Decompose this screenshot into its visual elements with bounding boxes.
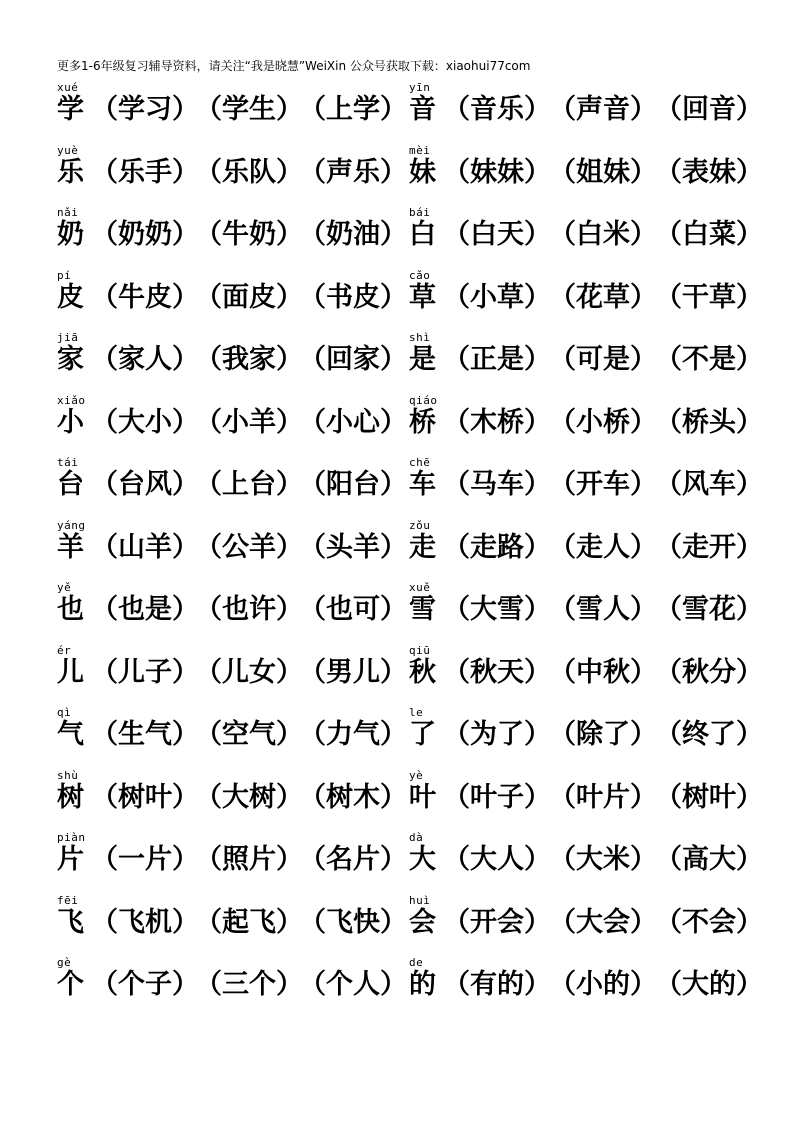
compound-word: （有的） — [443, 969, 551, 1000]
head-character: 白 — [409, 219, 436, 250]
vocab-entry-right — [409, 457, 767, 520]
head-character: 是 — [409, 344, 436, 375]
head-character: 飞 — [57, 906, 84, 938]
compound-word: （秋分） — [655, 656, 763, 688]
word-line — [409, 782, 761, 814]
vocab-row — [57, 395, 767, 458]
word-line — [57, 406, 407, 439]
pinyin-label: mèi — [409, 143, 431, 157]
pinyin-label: tái — [57, 456, 79, 469]
vocab-entry-left — [57, 832, 409, 895]
pinyin-label: fēi — [57, 893, 79, 907]
head-character: 草 — [409, 281, 436, 313]
head-character: 学 — [57, 94, 84, 125]
vocab-row — [57, 832, 767, 895]
word-line — [57, 344, 407, 376]
compound-word: （姐妹） — [549, 156, 657, 188]
word-line — [57, 969, 407, 1001]
head-character: 乐 — [57, 156, 84, 188]
word-line — [409, 969, 761, 1001]
compound-word: （照片） — [195, 844, 303, 875]
word-line — [57, 594, 407, 626]
head-character: 片 — [57, 844, 84, 875]
vocab-entry-left — [57, 707, 409, 770]
vocab-entry-right — [409, 270, 767, 333]
pinyin-label: le — [409, 706, 424, 719]
pinyin-label: yīn — [409, 81, 431, 94]
compound-word: （台风） — [91, 469, 199, 500]
compound-word: （高大） — [655, 844, 763, 875]
pinyin-label: nǎi — [57, 206, 79, 219]
head-character: 儿 — [57, 656, 84, 688]
vocab-entry-right — [409, 207, 767, 270]
pinyin-label: xiǎo — [57, 393, 86, 407]
pinyin-label: yáng — [57, 518, 86, 532]
word-line — [409, 719, 761, 751]
pinyin-label: chē — [409, 456, 431, 469]
word-line — [409, 94, 761, 126]
pinyin-label: yě — [57, 581, 72, 594]
head-character: 车 — [409, 469, 436, 500]
vocab-row — [57, 82, 767, 145]
compound-word: （一片） — [91, 844, 199, 875]
vocab-row — [57, 207, 767, 270]
compound-word: （家人） — [91, 344, 199, 375]
word-line — [409, 594, 761, 626]
pinyin-label: bái — [409, 206, 431, 219]
vocab-row — [57, 582, 767, 645]
compound-word: （不是） — [655, 344, 763, 375]
word-line — [57, 219, 407, 251]
vocab-row — [57, 457, 767, 520]
pinyin-label: zǒu — [409, 518, 431, 532]
page-header-note: 更多1-6年级复习辅导资料，请关注“我是晓慧”WeiXin 公众号获取下载：xiaohui77com — [57, 59, 531, 73]
head-character: 也 — [57, 594, 84, 625]
compound-word: （奶油） — [299, 219, 407, 250]
compound-word: （白菜） — [655, 219, 763, 250]
compound-word: （奶奶） — [91, 219, 199, 250]
compound-word: （书皮） — [299, 281, 407, 313]
head-character: 气 — [57, 719, 84, 750]
vocab-entry-right — [409, 957, 767, 1020]
word-line — [57, 719, 407, 751]
pinyin-label: xuě — [409, 581, 431, 594]
pinyin-label: qì — [57, 706, 72, 719]
compound-word: （声音） — [549, 94, 657, 125]
word-line — [57, 656, 407, 689]
compound-word: （桥头） — [655, 406, 763, 438]
pinyin-label: de — [409, 956, 424, 969]
compound-word: （我家） — [195, 344, 303, 375]
head-character: 了 — [409, 719, 436, 750]
vocab-row — [57, 770, 767, 833]
vocab-entry-left — [57, 207, 409, 270]
vocab-entry-right — [409, 582, 767, 645]
pinyin-label: pí — [57, 268, 72, 282]
compound-word: （小心） — [299, 406, 407, 438]
compound-word: （雪花） — [655, 594, 763, 625]
compound-word: （乐队） — [195, 156, 303, 188]
compound-word: （风车） — [655, 469, 763, 500]
compound-word: （白米） — [549, 219, 657, 250]
compound-word: （生气） — [91, 719, 199, 750]
compound-word: （音乐） — [443, 94, 551, 125]
compound-word: （大的） — [655, 969, 763, 1000]
vocab-entry-left — [57, 145, 409, 208]
compound-word: （木桥） — [443, 406, 551, 438]
compound-word: （不会） — [655, 906, 763, 938]
word-line — [409, 282, 761, 314]
compound-word: （走路） — [443, 531, 551, 563]
word-line — [409, 157, 761, 189]
word-line — [409, 469, 761, 501]
vocab-row — [57, 895, 767, 958]
compound-word: （儿女） — [195, 656, 303, 688]
compound-word: （儿子） — [91, 656, 199, 688]
compound-word: （开会） — [443, 906, 551, 938]
pinyin-label: dà — [409, 831, 424, 844]
head-character: 小 — [57, 406, 84, 438]
head-character: 大 — [409, 844, 436, 875]
compound-word: （干草） — [655, 281, 763, 313]
compound-word: （个子） — [91, 969, 199, 1000]
vocab-entry-right — [409, 332, 767, 395]
compound-word: （三个） — [195, 969, 303, 1000]
compound-word: （上学） — [299, 94, 407, 125]
word-line — [409, 407, 761, 439]
compound-word: （雪人） — [549, 594, 657, 625]
compound-word: （飞机） — [91, 906, 199, 938]
pinyin-label: ér — [57, 643, 72, 657]
compound-word: （回家） — [299, 344, 407, 375]
pinyin-label: jiā — [57, 331, 79, 344]
vocab-entry-right — [409, 832, 767, 895]
vocab-entry-right — [409, 645, 767, 708]
compound-word: （也可） — [299, 594, 407, 625]
pinyin-label: shì — [409, 331, 431, 344]
word-line — [409, 344, 761, 376]
word-line — [57, 781, 407, 814]
vocab-entry-left — [57, 82, 409, 145]
compound-word: （学生） — [195, 94, 303, 125]
compound-word: （山羊） — [91, 531, 199, 563]
vocab-row — [57, 957, 767, 1020]
head-character: 的 — [409, 969, 436, 1000]
vocab-entry-left — [57, 582, 409, 645]
head-character: 家 — [57, 344, 84, 375]
vocab-entry-left — [57, 770, 409, 833]
compound-word: （飞快） — [299, 906, 407, 938]
word-line — [409, 532, 761, 564]
vocab-row — [57, 645, 767, 708]
vocab-entry-left — [57, 957, 409, 1020]
word-line — [57, 469, 407, 501]
vocab-entry-left — [57, 645, 409, 708]
pinyin-label: qiáo — [409, 393, 438, 407]
pinyin-label: huì — [409, 893, 431, 907]
word-line — [409, 219, 761, 251]
pinyin-label: piàn — [57, 831, 86, 844]
head-character: 奶 — [57, 219, 84, 250]
vocab-entry-left — [57, 270, 409, 333]
compound-word: （树木） — [299, 781, 407, 813]
word-line — [57, 844, 407, 876]
word-line — [57, 94, 407, 126]
compound-word: （头羊） — [299, 531, 407, 563]
head-character: 走 — [409, 531, 436, 563]
vocab-entry-right — [409, 520, 767, 583]
compound-word: （表妹） — [655, 156, 763, 188]
pinyin-label: xué — [57, 81, 79, 94]
compound-word: （小桥） — [549, 406, 657, 438]
compound-word: （牛皮） — [91, 281, 199, 313]
word-line — [57, 531, 407, 564]
compound-word: （大小） — [91, 406, 199, 438]
head-character: 皮 — [57, 281, 84, 313]
compound-word: （正是） — [443, 344, 551, 375]
compound-word: （力气） — [299, 719, 407, 750]
compound-word: （乐手） — [91, 156, 199, 188]
vocab-entry-left — [57, 395, 409, 458]
word-line — [409, 907, 761, 939]
head-character: 妹 — [409, 156, 436, 188]
compound-word: （除了） — [549, 719, 657, 750]
compound-word: （公羊） — [195, 531, 303, 563]
compound-word: （回音） — [655, 94, 763, 125]
compound-word: （大树） — [195, 781, 303, 813]
compound-word: （终了） — [655, 719, 763, 750]
word-line — [57, 906, 407, 939]
compound-word: （也许） — [195, 594, 303, 625]
head-character: 树 — [57, 781, 84, 813]
vocab-row — [57, 332, 767, 395]
compound-word: （中秋） — [549, 656, 657, 688]
compound-word: （开车） — [549, 469, 657, 500]
compound-word: （空气） — [195, 719, 303, 750]
vocab-entry-right — [409, 895, 767, 958]
compound-word: （叶子） — [443, 781, 551, 813]
compound-word: （马车） — [443, 469, 551, 500]
compound-word: （叶片） — [549, 781, 657, 813]
vocab-entry-right — [409, 145, 767, 208]
vocab-row — [57, 707, 767, 770]
compound-word: （小羊） — [195, 406, 303, 438]
vocab-entry-right — [409, 82, 767, 145]
compound-word: （个人） — [299, 969, 407, 1000]
head-character: 叶 — [409, 781, 436, 813]
compound-word: （大米） — [549, 844, 657, 875]
head-character: 音 — [409, 94, 436, 125]
vocab-entry-left — [57, 457, 409, 520]
word-line — [57, 156, 407, 189]
compound-word: （声乐） — [299, 156, 407, 188]
compound-word: （牛奶） — [195, 219, 303, 250]
compound-word: （起飞） — [195, 906, 303, 938]
compound-word: （男儿） — [299, 656, 407, 688]
compound-word: （上台） — [195, 469, 303, 500]
compound-word: （走开） — [655, 531, 763, 563]
pinyin-label: gè — [57, 956, 72, 969]
compound-word: （大会） — [549, 906, 657, 938]
word-line — [57, 281, 407, 314]
compound-word: （大人） — [443, 844, 551, 875]
head-character: 会 — [409, 906, 436, 938]
compound-word: （可是） — [549, 344, 657, 375]
vocab-entry-left — [57, 520, 409, 583]
word-line — [409, 844, 761, 876]
head-character: 雪 — [409, 594, 436, 625]
compound-word: （大雪） — [443, 594, 551, 625]
pinyin-label: shù — [57, 768, 79, 782]
vocab-entry-right — [409, 395, 767, 458]
compound-word: （小的） — [549, 969, 657, 1000]
pinyin-label: cǎo — [409, 268, 431, 282]
compound-word: （花草） — [549, 281, 657, 313]
vocab-row — [57, 520, 767, 583]
head-character: 个 — [57, 969, 84, 1000]
compound-word: （小草） — [443, 281, 551, 313]
vocab-entry-right — [409, 707, 767, 770]
head-character: 羊 — [57, 531, 84, 563]
head-character: 秋 — [409, 656, 436, 688]
vocab-list — [57, 82, 767, 1020]
compound-word: （学习） — [91, 94, 199, 125]
compound-word: （树叶） — [91, 781, 199, 813]
compound-word: （白天） — [443, 219, 551, 250]
word-line — [409, 657, 761, 689]
compound-word: （为了） — [443, 719, 551, 750]
compound-word: （走人） — [549, 531, 657, 563]
vocab-row — [57, 145, 767, 208]
compound-word: （树叶） — [655, 781, 763, 813]
pinyin-label: qiū — [409, 643, 431, 657]
compound-word: （秋天） — [443, 656, 551, 688]
vocab-entry-right — [409, 770, 767, 833]
vocab-entry-left — [57, 895, 409, 958]
compound-word: （也是） — [91, 594, 199, 625]
compound-word: （名片） — [299, 844, 407, 875]
compound-word: （妹妹） — [443, 156, 551, 188]
pinyin-label: yuè — [57, 143, 79, 157]
pinyin-label: yè — [409, 768, 424, 782]
compound-word: （阳台） — [299, 469, 407, 500]
vocab-entry-left — [57, 332, 409, 395]
head-character: 桥 — [409, 406, 436, 438]
head-character: 台 — [57, 469, 84, 500]
compound-word: （面皮） — [195, 281, 303, 313]
vocab-row — [57, 270, 767, 333]
